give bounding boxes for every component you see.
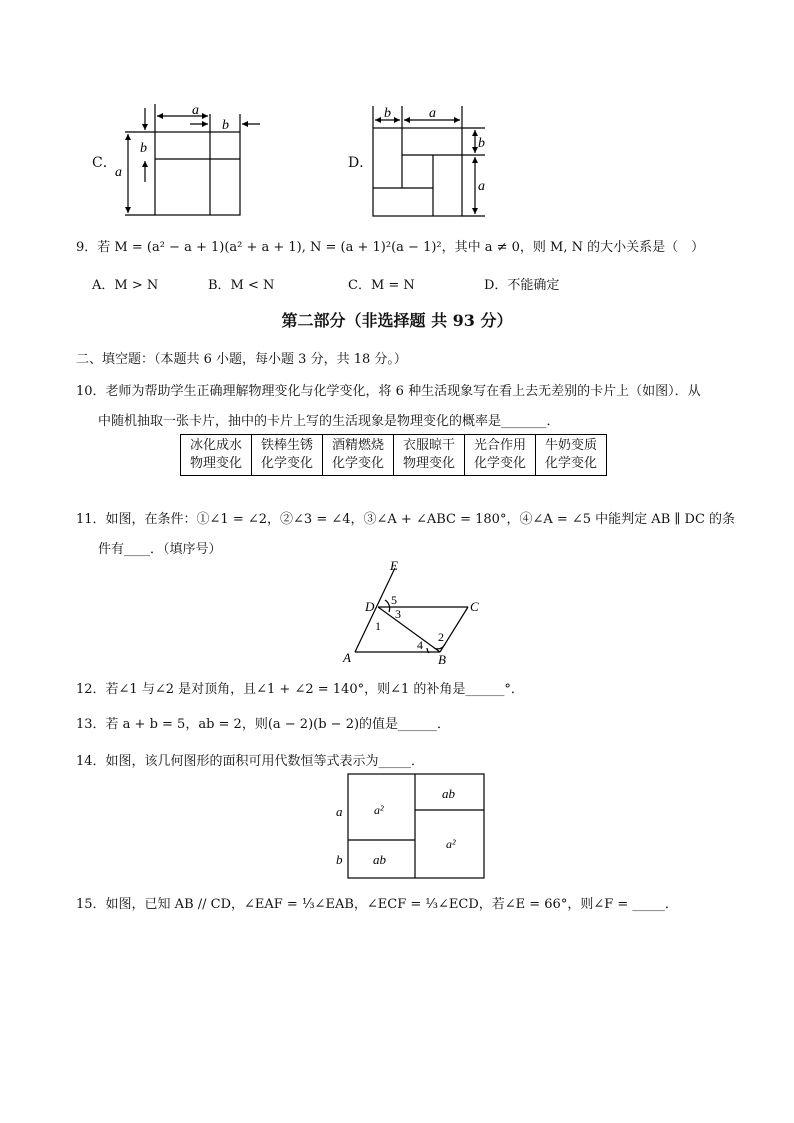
q11-label-3: 3 [395,607,401,621]
q10-line2: 中随机抽取一张卡片，抽中的卡片上写的生活现象是物理变化的概率是_______． [98,414,560,429]
q13-text: 13．若 a + b = 5，ab = 2，则(a − 2)(b − 2)的值是______． [76,717,451,732]
q11-label-E: E [390,560,398,573]
q9-option-d: D．不能确定 [484,278,560,293]
q8-option-d-label: D． [348,155,374,171]
card-3: 酒精燃烧 化学变化 [323,435,394,476]
card-1: 冰化成水 物理变化 [181,435,252,476]
q8d-b-right: b [478,136,485,151]
section2-title: 二、填空题：（本题共 6 小题，每小题 3 分，共 18 分。） [76,352,407,367]
q9-text: 9．若 M = (a² − a + 1)(a² + a + 1), N = (a + 1)²(a − 1)²，其中 a ≠ 0，则 M, N 的大小关系是（ ） [76,240,705,255]
q11-label-5: 5 [391,593,397,607]
q9-option-c: C．M = N [348,278,415,293]
q14-text: 14．如图，该几何图形的面积可用代数恒等式表示为_____． [76,754,425,769]
q9-option-a: A．M > N [92,278,159,293]
q8c-b-left: b [140,141,147,156]
q11-line1: 11．如图，在条件：①∠1 = ∠2，②∠3 = ∠4，③∠A + ∠ABC = 180°，④∠A = ∠5 中能判定 AB ∥ DC 的条 [76,512,736,527]
part2-title: 第二部分（非选择题 共 93 分） [281,311,513,330]
q10-cards-table [180,434,607,476]
q8-option-c-label: C． [92,155,117,171]
q14-a2-left: a² [374,803,384,817]
q14-a2-right: a² [446,837,456,851]
card-4: 衣服晾干 物理变化 [394,435,465,476]
q11-label-C: C [470,599,479,614]
q11-label-B: B [438,652,446,667]
q9-option-b: B．M < N [208,278,275,293]
q12-text: 12．若∠1 与∠2 是对顶角，且∠1 + ∠2 = 140°，则∠1 的补角是______°． [76,682,524,697]
card-2: 铁棒生锈 化学变化 [252,435,323,476]
q11-label-2: 2 [438,630,444,644]
card-6: 牛奶变质 化学变化 [536,435,607,476]
q11-label-D: D [365,599,375,614]
q15-text: 15．如图，已知 AB // CD，∠EAF = ⅓∠EAB，∠ECF = ⅓∠ECD，若∠E = 66°，则∠F = _____． [76,897,678,912]
q8d-a-right: a [478,179,485,194]
q14-figure [330,772,490,882]
q14-label-b: b [336,852,343,867]
q14-ab-bottom: ab [373,852,386,867]
q10-line1: 10．老师为帮助学生正确理解物理变化与化学变化，将 6 种生活现象写在看上去无差别的卡片上（如图）．从 [76,384,701,399]
q11-label-A: A [343,650,351,665]
card-5: 光合作用 化学变化 [465,435,536,476]
q8-option-c-figure [110,104,260,224]
q8d-b-top: b [384,106,391,121]
q8-option-d-figure [365,104,495,220]
q8c-a-left: a [115,165,122,180]
q11-line2: 件有____．（填序号） [98,542,222,557]
q14-ab-top: ab [442,786,455,801]
q8d-a-top: a [429,106,436,121]
q11-figure [335,560,495,670]
q11-label-4: 4 [417,638,423,652]
q11-label-1: 1 [375,619,381,633]
q14-label-a: a [336,804,343,819]
q8c-b-top: b [222,118,229,133]
q8c-a-top: a [192,104,199,118]
